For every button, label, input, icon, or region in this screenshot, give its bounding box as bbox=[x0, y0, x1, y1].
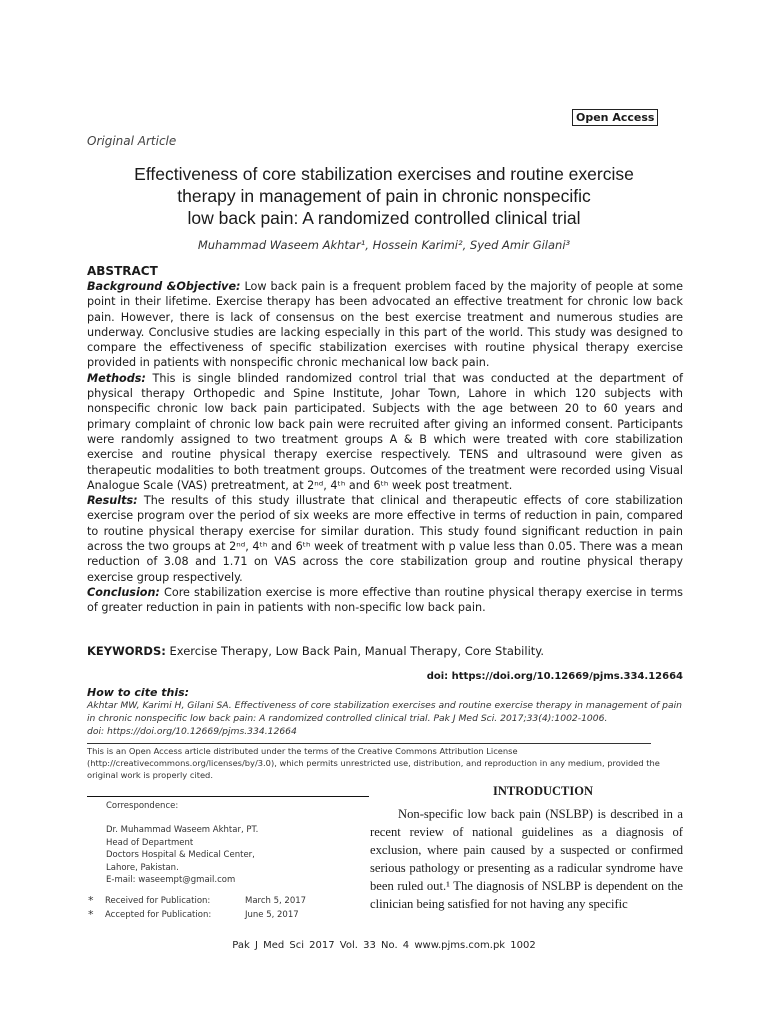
article-title bbox=[60, 163, 708, 229]
accepted-row bbox=[88, 908, 368, 922]
abstract-background bbox=[87, 279, 683, 371]
methods-label: Methods: bbox=[87, 371, 146, 385]
correspondence-line: Dr. Muhammad Waseem Akhtar, PT. bbox=[106, 825, 259, 835]
correspondence-line: Lahore, Pakistan. bbox=[106, 862, 179, 873]
introduction-heading: INTRODUCTION bbox=[492, 784, 593, 798]
author-list: Muhammad Waseem Akhtar¹, Hossein Karimi², Syed Amir Gilani³ bbox=[197, 238, 571, 252]
doi-link[interactable]: doi: https://doi.org/10.12669/pjms.334.12664 bbox=[426, 671, 683, 682]
bullet-star-icon: * bbox=[88, 894, 94, 907]
divider bbox=[87, 743, 651, 744]
methods-text: This is single blinded randomized control trial that was conducted at the department of physical therapy Orthopedic and Spine Institute, Johar Town, Lahore in which 120 subjects with nonspecific chronic low back pain participated. Subjects with the age between 20 to 60 years and primary complaint of chronic low back pain were recruited after giving an informed consent. Participants were randomly assigned to two treatment groups A & B which were treated with core stabilization exercise and routine physical therapy exercise respectively. TENS and ultrasound were given as therapeutic modalities to both treatment groups. Outcomes of the treatment were recorded using Visual Analogue Scale (VAS) pretreatment, at 2ⁿᵈ, 4ᵗʰ and 6ᵗʰ week post treatment. bbox=[87, 371, 683, 492]
article-type: Original Article bbox=[87, 134, 177, 148]
conclusion-text: Core stabilization exercise is more effective than routine physical therapy exercise in terms of greater reduction in pain in patients with non-specific low back pain. bbox=[87, 585, 683, 615]
bullet-star-icon: * bbox=[88, 908, 94, 921]
abstract-heading: ABSTRACT bbox=[87, 264, 158, 278]
keywords-label: KEYWORDS: bbox=[87, 644, 166, 658]
open-access-badge: Open Access bbox=[572, 109, 658, 126]
abstract-results bbox=[87, 493, 683, 585]
correspondence-heading: Correspondence: bbox=[106, 801, 179, 811]
divider bbox=[87, 796, 369, 797]
received-date: March 5, 2017 bbox=[245, 896, 307, 906]
background-label: Background &Objective: bbox=[87, 280, 241, 293]
abstract-conclusion bbox=[87, 585, 683, 616]
citation-text: Akhtar MW, Karimi H, Gilani SA. Effectiveness of core stabilization exercises and routine exercise therapy in management of pain in chronic nonspecific low back pain: A randomized controlled clinical trial. Pak J Med Sci. 2017;33(4):1002-1006. bbox=[87, 700, 682, 724]
citation bbox=[87, 699, 687, 738]
conclusion-label: Conclusion: bbox=[87, 585, 160, 599]
results-text: The results of this study illustrate that clinical and therapeutic effects of core stabilization exercise program over the period of six weeks are more effective in terms of reduction in pain, compared to routine physical therapy exercise for similar duration. This study found significant reduction in pain across the two groups at 2ⁿᵈ, 4ᵗʰ and 6ᵗʰ week of treatment with p value less than 0.05. There was a mean reduction of 3.08 and 1.71 on VAS across the core stabilization group and routine physical therapy exercise group respectively. bbox=[87, 494, 683, 584]
received-row bbox=[88, 894, 368, 908]
license-notice: This is an Open Access article distributed under the terms of the Creative Commons Attribution License (http://creativecommons.org/licenses/by/3.0), which permits unrestricted use, distribution, and reproduction in any medium, provided the original work is properly cited. bbox=[87, 746, 660, 780]
received-label: Received for Publication: bbox=[105, 896, 211, 906]
correspondence-block bbox=[106, 824, 258, 887]
abstract-body bbox=[87, 279, 683, 616]
title-line: Effectiveness of core stabilization exercises and routine exercise bbox=[134, 164, 634, 184]
how-to-cite-heading: How to cite this: bbox=[87, 686, 190, 699]
accepted-label: Accepted for Publication: bbox=[105, 910, 212, 920]
abstract-methods bbox=[87, 371, 683, 493]
correspondence-line: Head of Department bbox=[106, 837, 194, 848]
correspondence-email[interactable]: E-mail: waseempt@gmail.com bbox=[106, 875, 236, 886]
correspondence-line: Doctors Hospital & Medical Center, bbox=[106, 850, 255, 861]
citation-doi[interactable]: doi: https://doi.org/10.12669/pjms.334.12664 bbox=[87, 726, 297, 737]
keywords-text: Exercise Therapy, Low Back Pain, Manual Therapy, Core Stability. bbox=[165, 644, 545, 658]
introduction-body bbox=[370, 805, 683, 913]
accepted-date: June 5, 2017 bbox=[245, 910, 299, 920]
introduction-paragraph: Non-specific low back pain (NSLBP) is described in a recent review of national guidelines as a diagnosis of exclusion, where pain caused by a suspected or confirmed serious pathology or presenting as a radicular syndrome have been ruled out.¹ The diagnosis of NSLBP is dependent on the clinician being satisfied for not having any specific bbox=[370, 807, 683, 911]
title-line: low back pain: A randomized controlled clinical trial bbox=[187, 208, 581, 228]
title-line: therapy in management of pain in chronic nonspecific bbox=[177, 186, 591, 206]
publication-dates bbox=[88, 894, 368, 922]
keywords bbox=[87, 644, 683, 658]
page-footer: Pak J Med Sci 2017 Vol. 33 No. 4 www.pjms.com.pk 1002 bbox=[232, 940, 536, 951]
results-label: Results: bbox=[87, 494, 138, 508]
background-text: Low back pain is a frequent problem faced by the majority of people at some point in their lifetime. Exercise therapy has been advocated an effective treatment for chronic low back pain. However, there is lack of consensus on the best exercise treatment and numerous studies are underway. Conclusive studies are lacking especially in this part of the world. This study was designed to compare the effectiveness of specific stabilization exercises with routine physical therapy exercise provided in patients with nonspecific chronic mechanical low back pain. bbox=[87, 280, 683, 370]
